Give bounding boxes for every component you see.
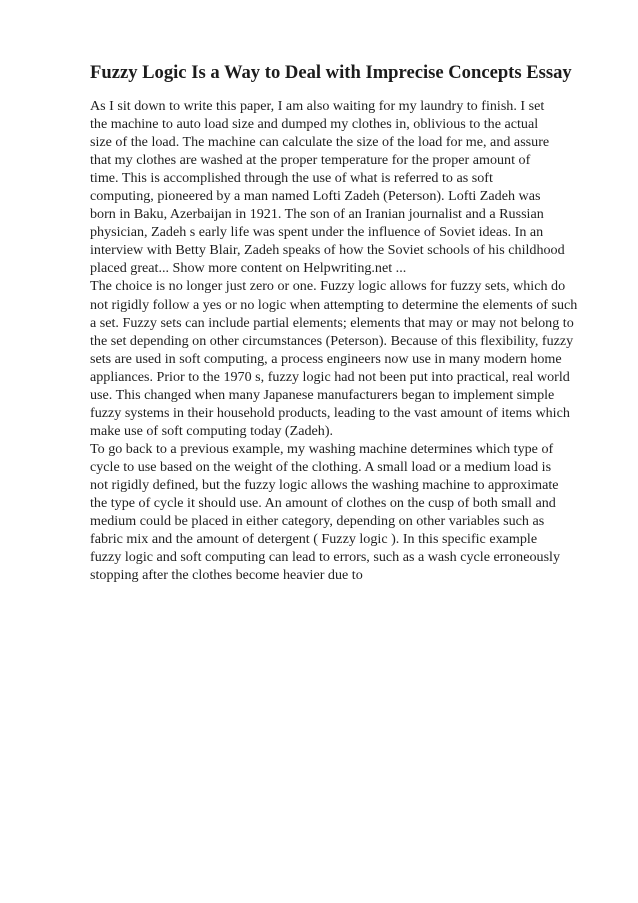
body-line: sets are used in soft computing, a process engineers now use in many modern home [90, 350, 562, 367]
body-line: As I sit down to write this paper, I am also waiting for my laundry to finish. I set [90, 98, 545, 114]
body-line: that my clothes are washed at the proper temperature for the proper amount of [90, 152, 531, 169]
body-line: placed great... Show more content on Helpwriting.net ... [90, 260, 407, 277]
body-line: time. This is accomplished through the use of what is referred to as soft [90, 170, 493, 187]
document-body [90, 97, 610, 584]
body-line: the set depending on other circumstances (Peterson). Because of this flexibility, fuzzy [90, 332, 574, 349]
body-line: appliances. Prior to the 1970 s, fuzzy logic had not been put into practical, real world [90, 368, 570, 385]
body-line: stopping after the clothes become heavier due to [90, 567, 363, 584]
body-line: the machine to auto load size and dumped my clothes in, oblivious to the actual [90, 116, 539, 133]
body-line: the type of cycle it should use. An amount of clothes on the cusp of both small and [90, 495, 556, 512]
body-line: medium could be placed in either category, depending on other variables such as [90, 513, 545, 530]
body-line: not rigidly defined, but the fuzzy logic allows the washing machine to approximate [90, 476, 559, 493]
body-line: fuzzy systems in their household products, leading to the vast amount of items which [90, 404, 570, 421]
body-line: The choice is no longer just zero or one. Fuzzy logic allows for fuzzy sets, which do [90, 278, 566, 295]
body-line: fabric mix and the amount of detergent ( Fuzzy logic ). In this specific example [90, 531, 538, 548]
body-line: use. This changed when many Japanese manufacturers began to implement simple [90, 386, 555, 403]
body-line: a set. Fuzzy sets can include partial elements; elements that may or may not belong to [90, 314, 574, 331]
body-line: cycle to use based on the weight of the clothing. A small load or a medium load is [90, 458, 552, 475]
body-line: not rigidly follow a yes or no logic when attempting to determine the elements of such [90, 296, 578, 313]
body-line: size of the load. The machine can calculate the size of the load for me, and assure [90, 134, 550, 151]
body-line: fuzzy logic and soft computing can lead to errors, such as a wash cycle erroneously [90, 549, 561, 566]
body-line: computing, pioneered by a man named Lofti Zadeh (Peterson). Lofti Zadeh was [90, 188, 541, 205]
body-line: interview with Betty Blair, Zadeh speaks of how the Soviet schools of his childhood [90, 242, 565, 259]
body-line: physician, Zadeh s early life was spent under the influence of Soviet ideas. In an [90, 224, 544, 241]
body-line: make use of soft computing today (Zadeh). [90, 422, 334, 439]
body-line: born in Baku, Azerbaijan in 1921. The son of an Iranian journalist and a Russian [90, 206, 544, 223]
document-title: Fuzzy Logic Is a Way to Deal with Imprecise Concepts Essay [90, 62, 572, 83]
body-line: To go back to a previous example, my washing machine determines which type of [90, 440, 554, 457]
